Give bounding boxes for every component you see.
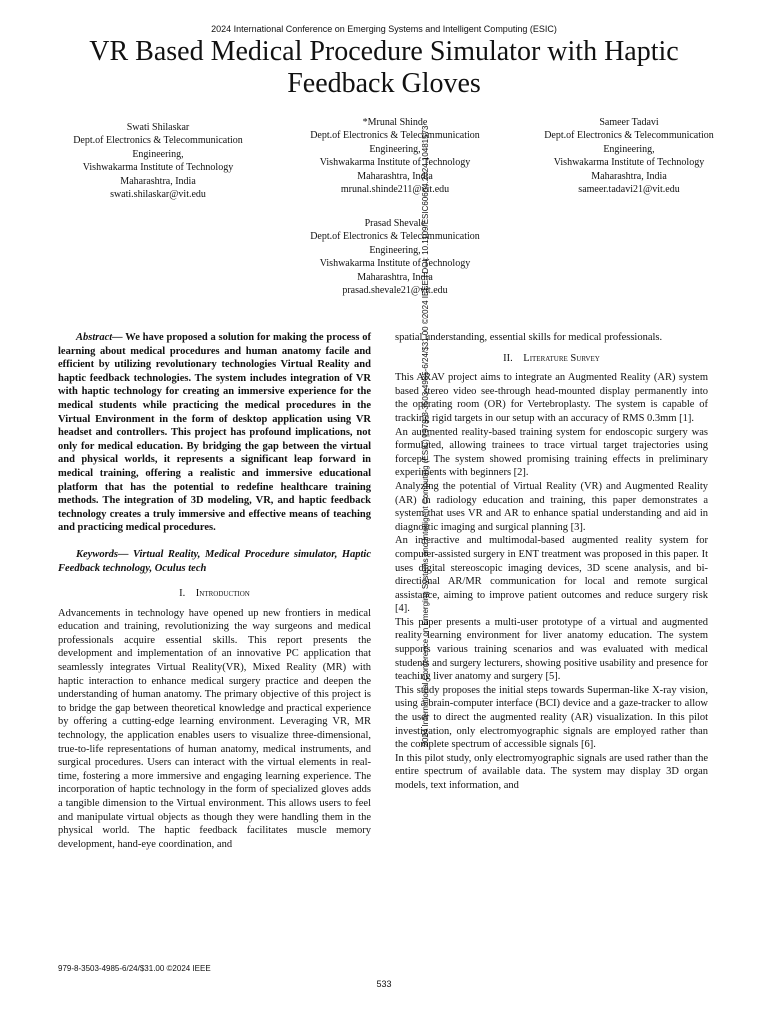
paper-title: VR Based Medical Procedure Simulator with Haptic Feedback Gloves: [89, 36, 679, 99]
section-title: Introduction: [195, 588, 250, 600]
literature-paragraph: This study proposes the initial steps towards Superman-like X-ray vision, using a brain-computer interface (BCI) device and a gaze-tracker to allow the user to direct the augmented reality (AR) visualization. In this pilot investigation, only electromyographic signals are employed rather than the complete spectrum of accessible signals [6].: [395, 684, 708, 751]
author-institute: Vishwakarma Institute of Technology: [82, 162, 234, 174]
author-block: [290, 116, 500, 196]
right-column: [395, 331, 708, 793]
author-institute: Vishwakarma Institute of Technology: [319, 258, 471, 270]
author-email: sameer.tadavi21@vit.edu: [578, 184, 680, 196]
doi-sidebar: 2024 International Conference on Emerging Systems and Intelligent Computing (ESIC) | 979-8-3503-4985-6/24/$31.00 ©2024 IEEE | DOI: 10.1109/ESIC60604.2024.10481573: [421, 125, 430, 747]
literature-paragraph: This ARAV project aims to integrate an Augmented Reality (AR) system based stereo video see-through head-mounted display permanently into the operating room (OR) for Vertebroplasty. The system is capable of tracking rigid targets in our setup with an accuracy of RMS 0.3mm [1].: [395, 372, 708, 424]
section-heading-literature-survey: [395, 352, 708, 366]
author-block: [290, 217, 500, 297]
literature-paragraph: Analyzing the potential of Virtual Reality (VR) and Augmented Reality (AR) in radiology education and training, this paper demonstrates a system that uses VR and AR to enhance spatial understanding and aid in diagnostic imaging and surgical planning [3].: [395, 480, 708, 533]
author-institute: Vishwakarma Institute of Technology: [319, 157, 471, 169]
author-email: swati.shilaskar@vit.edu: [110, 189, 206, 201]
section-heading-introduction: [58, 587, 371, 601]
author-dept: Dept.of Electronics & Telecommunication: [544, 130, 714, 142]
abstract-label: Abstract—: [76, 332, 123, 343]
keywords-label: Keywords—: [76, 548, 129, 560]
author-location: Maharashtra, India: [591, 170, 667, 182]
author-email: prasad.shevale21@vit.edu: [342, 285, 448, 297]
author-location: Maharashtra, India: [357, 271, 433, 283]
author-dept: Engineering,: [369, 143, 421, 155]
page-number: 533: [376, 979, 392, 989]
abstract-text: We have proposed a solution for making the process of learning about medical procedures and human anatomy facile and efficient by utilizing revolutionary technologies Virtual Reality and haptic feedback technologies. The system includes integration of VR with haptic technology for creating an immersive experience for the medical students while practicing the medical procedures in the Virtual Environment in the form of desktop application using VR headset and controllers. This project has profound implications, not only for medical education. By bridging the gap between the virtual and physical worlds, it represents a significant leap forward in medical training, offering a realistic and immersive educational platform that has the potential to redefine healthcare training methods. The integration of 3D modeling, VR, and haptic feedback technology creates a truly immersive and effective means of teaching and practicing medical procedures.: [58, 332, 371, 534]
literature-paragraph: This paper presents a multi-user prototype of a virtual and augmented reality learning environment for liver anatomy education. The system supports various training scenarios and was evaluated with medical students and surgery lecturers, showing positive usability and presence for teaching liver anatomy and surgery [5].: [395, 616, 708, 683]
literature-paragraph: An interactive and multimodal-based augmented reality system for computer-assisted surgery in ENT treatment was proposed in this paper. It uses digital stereoscopic imaging devices, 3D scene analysis, and bi-directional AR/MR communication for local and remote surgical assistance, aiming to improve patient outcomes and reduce surgery risk [4].: [395, 535, 708, 615]
author-location: Maharashtra, India: [357, 170, 433, 182]
author-dept: Engineering,: [369, 244, 421, 256]
author-block: [524, 116, 734, 196]
author-name: Sameer Tadavi: [599, 117, 659, 128]
section-number: II.: [503, 352, 513, 364]
copyright-footer: 979-8-3503-4985-6/24/$31.00 ©2024 IEEE: [58, 964, 211, 973]
abstract: [58, 331, 371, 535]
author-dept: Engineering,: [132, 148, 184, 160]
literature-paragraph: An augmented reality-based training system for endoscopic surgery was formulated, allowing trainees to trace virtual target trajectories using forceps. The system showed promising training effects in preliminary experiments with beginners [2].: [395, 426, 708, 479]
section-title: Literature Survey: [523, 352, 600, 364]
author-block: [58, 121, 258, 201]
author-name: Swati Shilaskar: [126, 122, 190, 133]
author-location: Maharashtra, India: [120, 175, 196, 187]
author-dept: Engineering,: [603, 143, 655, 155]
author-dept: Dept.of Electronics & Telecommunication: [310, 130, 480, 142]
introduction-text: Advancements in technology have opened up new frontiers in medical education and training, revolutionizing the way surgeons and medical professionals acquire essential skills. This report presents the development and implementation of an innovative PC application that seamlessly integrates Virtual Reality(VR), Mixed Reality (MR) with haptic interaction to enhance medical surgery practice and deepen the understanding of human anatomy. The primary objective of this project is to bridge the gap between theoretical knowledge and practical experience by offering a cutting-edge learning environment. Leveraging VR, MR technology, the application enables users to visualize three-dimensional, true-to-life representations of human anatomy, medical instruments, and surgical procedures. Users can interact with the virtual elements in real-time, fostering a more immersive and engaging learning experience. The incorporation of haptic technology in the form of specialized gloves adds a tangible dimension to the Virtual environment. This allows users to feel and manipulate virtual objects as though they were handling them in the physical world. The haptic feedback facilitates muscle memory development, hand-eye coordination, and: [58, 607, 371, 850]
conference-header: 2024 International Conference on Emerging Systems and Intelligent Computing (ESIC): [211, 24, 557, 34]
author-name: Prasad Shevale: [364, 218, 426, 229]
author-dept: Dept.of Electronics & Telecommunication: [73, 135, 243, 147]
keywords: [58, 548, 371, 575]
introduction-continued: spatial understanding, essential skills for medical professionals.: [395, 332, 663, 343]
author-institute: Vishwakarma Institute of Technology: [553, 157, 705, 169]
author-dept: Dept.of Electronics & Telecommunication: [310, 231, 480, 243]
keywords-text: Virtual Reality, Medical Procedure simulator, Haptic Feedback technology, Oculus tech: [58, 548, 372, 574]
left-column: [58, 331, 371, 851]
literature-paragraph: In this pilot study, only electromyographic signals are used rather than the entire spectrum of available data. The system may display 3D organ models, text information, and: [395, 752, 708, 791]
author-name: *Mrunal Shinde: [362, 117, 428, 128]
author-email: mrunal.shinde211@vit.edu: [340, 184, 450, 196]
section-number: I.: [179, 588, 186, 600]
